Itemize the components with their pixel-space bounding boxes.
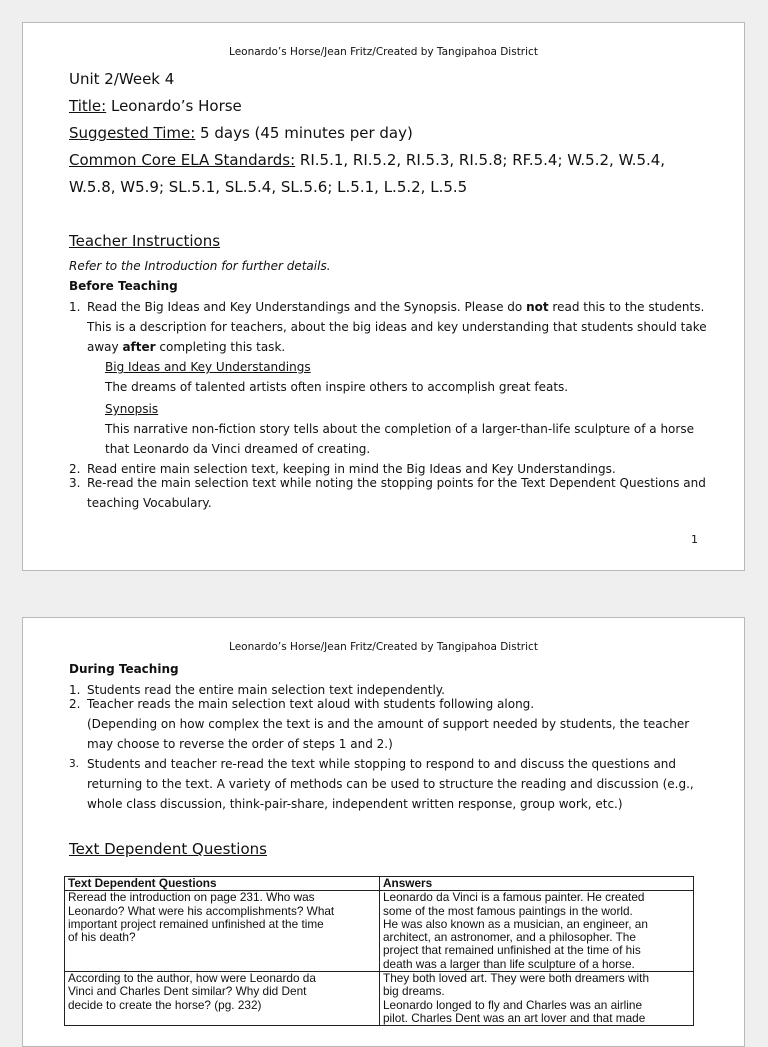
text-dependent-questions-table bbox=[64, 876, 694, 1026]
document-page-2 bbox=[22, 617, 745, 1047]
step-1-text-a: Read the Big Ideas and Key Understandings and the Synopsis. Please do bbox=[87, 300, 527, 314]
answer-cell bbox=[380, 891, 694, 972]
standards-value-2: W.5.8, W5.9; SL.5.1, SL.5.4, SL.5.6; L.5.1, L.5.2, L.5.5 bbox=[69, 178, 468, 196]
during-3-line-1: Students and teacher re-read the text while stopping to respond to and discuss the questions and bbox=[87, 757, 677, 771]
cell-line: of his death? bbox=[68, 930, 136, 945]
title-value: Leonardo’s Horse bbox=[106, 97, 242, 115]
document-page-1 bbox=[22, 22, 745, 571]
cell-line: They both loved art. They were both dreamers with bbox=[383, 971, 650, 986]
running-header: Leonardo’s Horse/Jean Fritz/Created by Tangipahoa District bbox=[229, 46, 538, 58]
step-1-line-3 bbox=[87, 340, 285, 354]
cell-line: pilot. Charles Dent was an art lover and that made bbox=[383, 1010, 646, 1025]
step-1-not: not bbox=[526, 300, 549, 314]
synopsis-heading: Synopsis bbox=[105, 402, 159, 416]
cell-line: project that remained unfinished at the time of his bbox=[383, 943, 641, 958]
page-number: 1 bbox=[691, 533, 698, 546]
column-header-questions: Text Dependent Questions bbox=[65, 877, 380, 891]
big-ideas-text: The dreams of talented artists often inspire others to accomplish great feats. bbox=[105, 380, 569, 394]
step-3-number: 3. bbox=[69, 476, 81, 490]
during-2-note-2: may choose to reverse the order of steps 1 and 2.) bbox=[87, 737, 393, 751]
step-1-number: 1. bbox=[69, 300, 81, 314]
during-2-text: Teacher reads the main selection text aloud with students following along. bbox=[87, 697, 535, 711]
question-cell bbox=[65, 972, 380, 1026]
standards-label: Common Core ELA Standards: bbox=[69, 151, 296, 169]
big-ideas-heading: Big Ideas and Key Understandings bbox=[105, 360, 311, 374]
cell-line: big dreams. bbox=[383, 984, 445, 999]
title-line bbox=[69, 97, 242, 115]
during-teaching-heading: During Teaching bbox=[69, 662, 179, 676]
cell-line: architect, an astronomer, and a philosopher. The bbox=[383, 930, 636, 945]
table-row bbox=[65, 972, 694, 1026]
cell-line: Vinci and Charles Dent similar? Why did Dent bbox=[68, 984, 307, 999]
step-1-line-3b: completing this task. bbox=[155, 340, 286, 354]
during-3-line-2: returning to the text. A variety of methods can be used to structure the reading and discussion (e.g., bbox=[87, 777, 694, 791]
title-label: Title: bbox=[69, 97, 107, 115]
cell-line: some of the most famous paintings in the world. bbox=[383, 903, 633, 918]
cell-line: Reread the introduction on page 231. Who was bbox=[68, 890, 315, 905]
step-1-after: after bbox=[122, 340, 156, 354]
cell-line: death was a larger than life sculpture of a horse. bbox=[383, 956, 635, 971]
running-header: Leonardo’s Horse/Jean Fritz/Created by Tangipahoa District bbox=[229, 641, 538, 653]
cell-line: decide to create the horse? (pg. 232) bbox=[68, 997, 262, 1012]
during-1-number: 1. bbox=[69, 683, 81, 697]
table-header-row bbox=[65, 877, 694, 891]
during-2-note-1: (Depending on how complex the text is and the amount of support needed by students, the teacher bbox=[87, 717, 690, 731]
time-value: 5 days (45 minutes per day) bbox=[195, 124, 413, 142]
step-1-line-1 bbox=[87, 300, 704, 314]
teacher-instructions-heading: Teacher Instructions bbox=[69, 232, 221, 250]
during-3-line-3: whole class discussion, think-pair-share, independent written response, group work, etc.) bbox=[87, 797, 623, 811]
cell-line: He was also known as a musician, an engineer, an bbox=[383, 916, 648, 931]
cell-line: According to the author, how were Leonardo da bbox=[68, 971, 316, 986]
step-2-text: Read entire main selection text, keeping in mind the Big Ideas and Key Understandings. bbox=[87, 462, 616, 476]
cell-line: Leonardo? What were his accomplishments? What bbox=[68, 903, 335, 918]
table-row bbox=[65, 891, 694, 972]
cell-line: Leonardo longed to fly and Charles was an airline bbox=[383, 997, 643, 1012]
synopsis-line-1: This narrative non-fiction story tells about the completion of a larger-than-life sculpture of a horse bbox=[105, 422, 694, 436]
before-teaching-heading: Before Teaching bbox=[69, 279, 178, 293]
answer-cell bbox=[380, 972, 694, 1026]
standards-line bbox=[69, 151, 665, 169]
during-2-number: 2. bbox=[69, 697, 81, 711]
time-label: Suggested Time: bbox=[69, 124, 196, 142]
step-1-text-b: read this to the students. bbox=[548, 300, 705, 314]
unit-label: Unit 2/Week 4 bbox=[69, 70, 175, 88]
step-3-line-2: teaching Vocabulary. bbox=[87, 496, 212, 510]
text-dependent-questions-heading: Text Dependent Questions bbox=[69, 840, 267, 858]
step-3-line-1: Re-read the main selection text while noting the stopping points for the Text Dependent Questions and bbox=[87, 476, 706, 490]
refer-note: Refer to the Introduction for further details. bbox=[69, 259, 331, 273]
cell-line: important project remained unfinished at the time bbox=[68, 916, 324, 931]
column-header-answers: Answers bbox=[380, 877, 694, 891]
time-line bbox=[69, 124, 413, 142]
question-cell bbox=[65, 891, 380, 972]
standards-value-1: RI.5.1, RI.5.2, RI.5.3, RI.5.8; RF.5.4; W.5.2, W.5.4, bbox=[295, 151, 666, 169]
during-1-text: Students read the entire main selection text independently. bbox=[87, 683, 445, 697]
synopsis-line-2: that Leonardo da Vinci dreamed of creating. bbox=[105, 442, 371, 456]
during-3-number: 3. bbox=[69, 758, 80, 770]
cell-line: Leonardo da Vinci is a famous painter. He created bbox=[383, 890, 645, 905]
step-2-number: 2. bbox=[69, 462, 81, 476]
step-1-line-3a: away bbox=[87, 340, 123, 354]
step-1-line-2: This is a description for teachers, about the big ideas and key understanding that students should take bbox=[87, 320, 707, 334]
